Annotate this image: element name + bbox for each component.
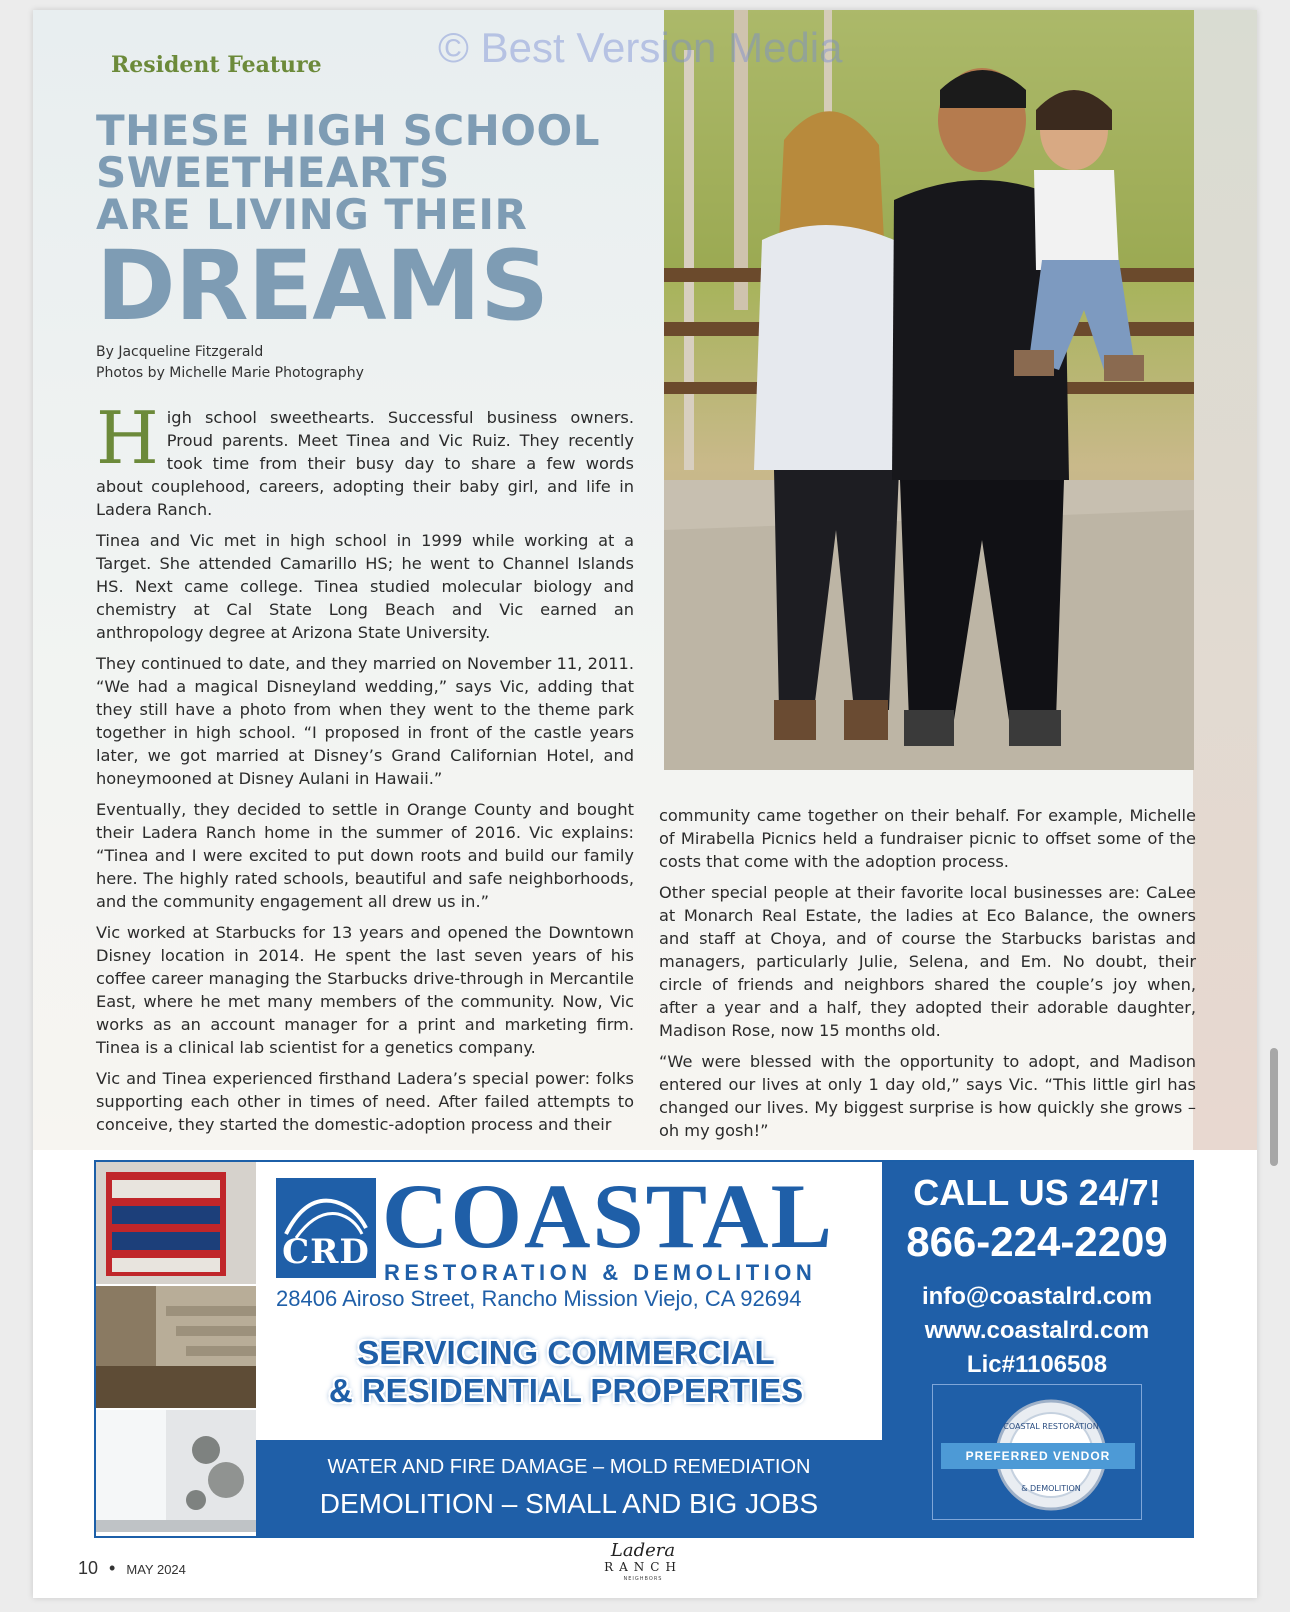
ad-license: Lic#1106508 [966, 1351, 1108, 1378]
badge-ribbon: PREFERRED VENDOR [941, 1443, 1135, 1469]
article-paragraph: Vic and Tinea experienced firsthand Ladera’s special power: folks supporting each other in times of need. After failed attempts to conceive, they started the domestic-adoption process and their [96, 1069, 634, 1134]
scrollbar-thumb[interactable] [1270, 1048, 1278, 1166]
ad-service-statement [286, 1334, 846, 1410]
ad-service-line-2: & RESIDENTIAL PROPERTIES [328, 1372, 804, 1409]
drop-cap: H [96, 396, 159, 480]
logo-small: NEIGHBORS [623, 1576, 663, 1582]
badge-top-text: COASTAL RESTORATION [1003, 1422, 1099, 1431]
article-paragraph: Eventually, they decided to settle in Orange County and bought their Ladera Ranch home in the summer of 2016. Vic explains: “Tinea and I were excited to put down roots and build our family here. The highly rated schools, beautiful and safe neighborhoods, and the community engagement all drew us in.” [96, 800, 634, 911]
byline-author: By Jacqueline Fitzgerald [96, 344, 264, 360]
section-label: Resident Feature [111, 52, 322, 78]
ad-contact-details [882, 1280, 1192, 1382]
article-paragraph: Other special people at their favorite local businesses are: CaLee at Monarch Real Estate, the ladies at Eco Balance, the owners and staff at Choya, and of course the Starbucks baristas and managers, particularly Julie, Selena, and Em. No doubt, their circle of friends and neighbors shared the couple’s joy when, after a year and a half, they adopted their adorable daughter, Madison Rose, now 15 months old. [659, 883, 1196, 1040]
ad-services-line-1: WATER AND FIRE DAMAGE – MOLD REMEDIATION [327, 1456, 811, 1478]
ad-email: info@coastalrd.com [921, 1283, 1153, 1310]
crd-logo [276, 1178, 376, 1278]
byline-photos: Photos by Michelle Marie Photography [96, 365, 364, 381]
family-photo [664, 10, 1194, 770]
ad-photo-flooded-stairs [96, 1286, 256, 1410]
article-column-left [96, 396, 634, 1144]
coastal-advertisement [94, 1160, 1194, 1538]
article-paragraph: “We were blessed with the opportunity to adopt, and Madison entered our lives at only 1 day old,” says Vic. “This little girl has changed our lives. My biggest surprise is how quickly she grows – oh my gosh!” [659, 1052, 1196, 1140]
badge-bottom-text: & DEMOLITION [1021, 1484, 1081, 1493]
headline-line-1: THESE HIGH SCHOOL [96, 106, 600, 155]
page-footer [78, 1558, 186, 1579]
ad-services-banner [256, 1440, 882, 1536]
ad-website: www.coastalrd.com [924, 1317, 1150, 1344]
headline-line-3: ARE LIVING THEIR [96, 190, 528, 239]
ladera-ranch-neighbors-logo [573, 1540, 713, 1586]
ad-photo-mold-wall [96, 1410, 256, 1534]
ad-photo-shelves [96, 1162, 256, 1286]
watermark: © Best Version Media [438, 24, 843, 71]
ad-main-panel [256, 1162, 882, 1536]
preferred-vendor-box [932, 1384, 1142, 1520]
ad-contact-panel [882, 1162, 1192, 1536]
headline [96, 106, 656, 342]
headline-line-4: DREAMS [96, 230, 549, 342]
article-paragraph: Vic worked at Starbucks for 13 years and opened the Downtown Disney location in 2014. He spent the last seven years of his coffee career managing the Starbucks drive-through in Mercantile East, where he met many members of the community. Now, Vic works as an account manager for a print and marketing firm. Tinea is a clinical lab scientist for a genetics company. [96, 923, 634, 1057]
headline-line-2: SWEETHEARTS [96, 148, 450, 197]
ad-call-heading: CALL US 24/7! [913, 1172, 1161, 1213]
page-number: 10 [78, 1558, 99, 1578]
ad-address: 28406 Airoso Street, Rancho Mission Viejo, CA 92694 [276, 1286, 802, 1311]
magazine-page [33, 10, 1257, 1598]
article-paragraph: Tinea and Vic met in high school in 1999 while working at a Target. She attended Camarillo HS; he went to Channel Islands HS. Next came college. Tinea studied molecular biology and chemistry at Cal State Long Beach and Vic earned an anthropology degree at Arizona State University. [96, 531, 634, 642]
crd-logo-text: CRD [282, 1232, 370, 1272]
article-paragraph: community came together on their behalf. For example, Michelle of Mirabella Picnics held a fundraiser picnic to offset some of the costs that come with the adoption process. [659, 806, 1196, 871]
article-column-right [659, 804, 1196, 1150]
article-paragraph [96, 396, 634, 521]
ad-phone-number: 866-224-2209 [906, 1218, 1168, 1265]
ad-photo-strip [96, 1162, 256, 1536]
page-background-edge [1193, 10, 1257, 1150]
article-paragraph: They continued to date, and they married on November 11, 2011. “We had a magical Disneyland wedding,” says Vic, adding that they still have a photo from when they went to the theme park together in high school. “I proposed in front of the castle years later, we got married at Disney’s Grand Californian Hotel, and honeymooned at Disney Aulani in Hawaii.” [96, 654, 634, 788]
logo-word: RANCH [604, 1560, 682, 1574]
footer-separator: • [109, 1558, 116, 1578]
ad-services-line-2: DEMOLITION – SMALL AND BIG JOBS [319, 1488, 819, 1519]
ad-service-line-1: SERVICING COMMERCIAL [357, 1334, 775, 1371]
paragraph-text: igh school sweethearts. Successful business owners. Proud parents. Meet Tinea and Vic Ruiz. They recently took time from their busy day to share a few words about couplehood, careers, adopting their baby girl, and life in Ladera Ranch. [96, 408, 634, 519]
byline [96, 342, 364, 384]
issue-date: MAY 2024 [126, 1562, 186, 1577]
logo-script: Ladera [610, 1540, 676, 1561]
ad-company-subtitle: RESTORATION & DEMOLITION [384, 1260, 817, 1285]
ad-company-name: COASTAL [382, 1165, 834, 1267]
